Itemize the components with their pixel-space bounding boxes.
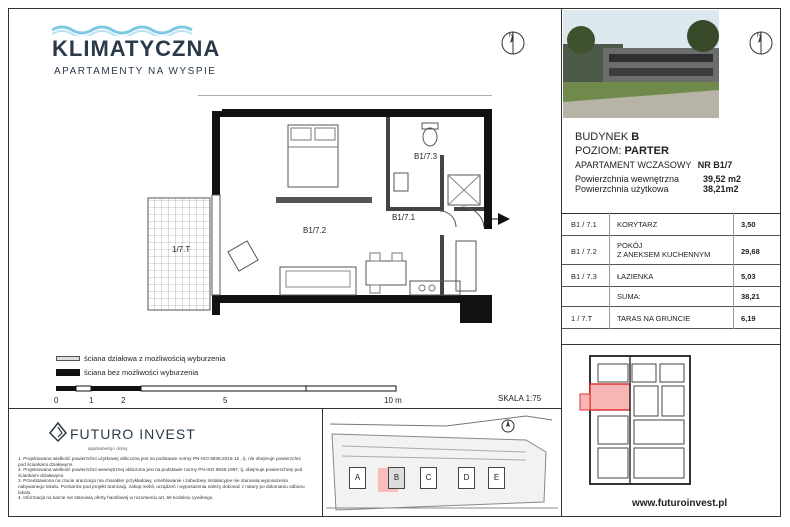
- room-label-hall: B1/7.1: [392, 213, 416, 222]
- area-inner: [575, 174, 679, 184]
- compass-label: N: [509, 33, 514, 39]
- footnote-2: 2. Projektowana wielkość powierzchni wewnętrznej obliczona jest na podstawie normy PN-ISO 9836:1997, tj. obejmuje powierzchnię pod ściankami działowymi.: [18, 467, 303, 478]
- building-rendering: [563, 10, 719, 118]
- table-row: [561, 236, 781, 265]
- level-info: [575, 145, 669, 157]
- room-area: 3,50: [741, 220, 756, 229]
- room-id: B1 / 7.1: [571, 220, 597, 229]
- key-plan: [578, 350, 698, 490]
- building-info: [575, 131, 639, 143]
- brand-subtitle: APARTAMENTY NA WYSPIE: [54, 66, 217, 77]
- developer-name: FUTURO INVEST: [70, 426, 196, 442]
- room-area: 29,68: [741, 247, 760, 256]
- website-link[interactable]: www.futuroinvest.pl: [632, 498, 728, 509]
- footnotes: [18, 456, 308, 501]
- site-building-d: D: [458, 467, 475, 489]
- site-building-a: A: [349, 467, 366, 489]
- level-value: PARTER: [624, 145, 669, 157]
- building-value: B: [631, 131, 640, 143]
- terrace-area: [148, 198, 210, 310]
- room-label-main: B1/7.2: [303, 226, 327, 235]
- footnote-1: 1. Projektowana wielkość powierzchni użytkowej obliczona jest na podstawie normy PN-ISO 9836:2015-12 , tj. nie obejmuje powierzchni pod ściankami działowymi.: [18, 456, 301, 467]
- table-row: [561, 307, 781, 329]
- scale-label: SKALA 1:75: [498, 394, 542, 403]
- site-building-c: C: [420, 467, 437, 489]
- room-id: B1 / 7.2: [571, 247, 597, 256]
- area-usable: [575, 184, 669, 194]
- area-usable-label: Powierzchnia użytkowa: [575, 184, 669, 194]
- divider-footer-mid: [322, 408, 323, 517]
- table-row-sum: [561, 287, 781, 307]
- wave-logo-icon: [52, 22, 202, 36]
- brand-title: KLIMATYCZNA: [52, 36, 221, 61]
- apartment-value: NR B1/7: [697, 160, 733, 170]
- room-name: ŁAZIENKA: [617, 272, 654, 281]
- room-name: SUMA:: [617, 292, 641, 301]
- area-inner-label: Powierzchnia wewnętrzna: [575, 174, 680, 184]
- table-row: [561, 213, 781, 236]
- footnote-4: 4. Informacja na karcie nie stanowią oferty handlowej w rozumieniu art. 66 kodeksu cywilnego.: [18, 495, 214, 501]
- legend-wall-label: ściana bez możliwości wyburzenia: [84, 368, 199, 377]
- scale-tick-10: 10 m: [384, 396, 402, 405]
- apartment-label: APARTAMENT WCZASOWY: [575, 160, 692, 170]
- site-building-b: B: [388, 467, 405, 489]
- divider-keyplan: [561, 344, 781, 345]
- table-row: [561, 265, 781, 287]
- site-compass-icon: [500, 418, 516, 434]
- floor-plan: [140, 95, 520, 325]
- scale-tick-5: 5: [223, 396, 228, 405]
- scale-bar: [56, 384, 406, 394]
- scale-tick-1: 1: [89, 396, 94, 405]
- area-usable-value: 38,21m2: [703, 184, 739, 194]
- building-label: BUDYNEK: [575, 131, 629, 143]
- room-area: 6,19: [741, 314, 756, 323]
- room-area: 38,21: [741, 292, 760, 301]
- room-name: KORYTARZ: [617, 220, 658, 229]
- compass-right-label: N: [757, 33, 762, 39]
- site-building-e: E: [488, 467, 505, 489]
- futuro-logo-icon: [48, 421, 68, 443]
- room-area: 5,03: [741, 272, 756, 281]
- room-name: TARAS NA GRUNCIE: [617, 314, 691, 323]
- legend-swatch-partition: [56, 356, 80, 361]
- scale-tick-0: 0: [54, 396, 59, 405]
- area-inner-value: 39,52 m2: [703, 174, 742, 184]
- room-id: B1 / 7.3: [571, 272, 597, 281]
- divider-footer: [8, 408, 561, 409]
- scale-tick-2: 2: [121, 396, 126, 405]
- footnote-3: 3. Przedstawiona na rzucie aranżacja ma charakter przykładowy, umeblowanie i zabudowy instalacyjne nie stanowią wyposażenia nabywanego lokalu. Pomiarów pod projekt aranżacji, zakup mebli, urządzeń i wyposażenia należy dokonać z natury po dokonaniu odbioru lokalu.: [18, 478, 305, 495]
- room-label-wc: B1/7.3: [414, 152, 438, 161]
- developer-tagline: apartamenty i domy: [88, 446, 128, 451]
- level-label: POZIOM:: [575, 145, 622, 157]
- site-plan: [326, 412, 558, 514]
- room-label-terrace: 1/7.T: [172, 245, 191, 254]
- room-id: 1 / 7.T: [571, 314, 593, 323]
- apartment-info: [575, 160, 732, 170]
- legend-partition-label: ściana działowa z możliwością wyburzenia: [84, 354, 226, 363]
- legend-swatch-wall: [56, 369, 80, 376]
- room-name: POKÓJ Z ANEKSEM KUCHENNYM: [617, 241, 711, 259]
